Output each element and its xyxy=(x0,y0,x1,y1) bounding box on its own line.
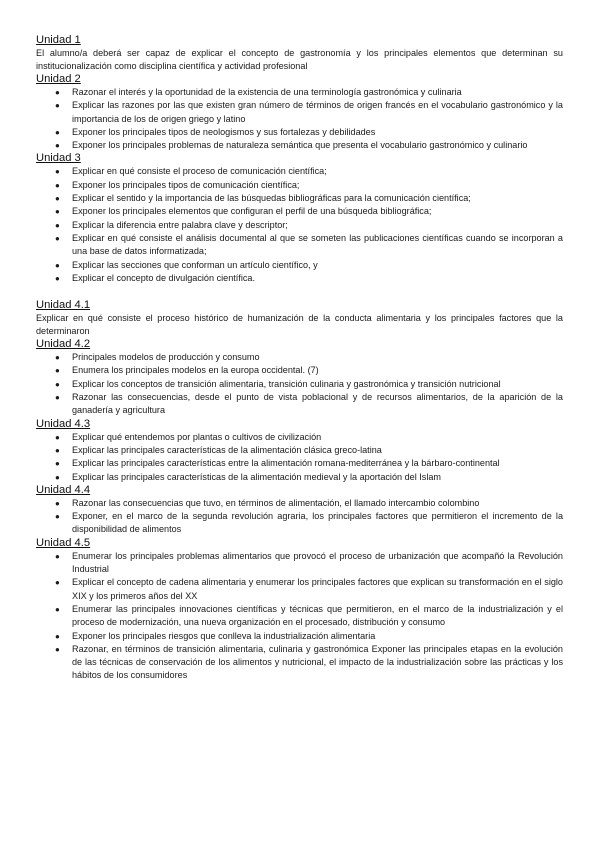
list-item-text: Explicar las principales características de la alimentación medieval y la aportación del Islam xyxy=(72,471,441,482)
objective-list xyxy=(36,550,563,683)
list-item xyxy=(36,497,563,510)
list-item-text: Razonar, en términos de transición alimentaria, culinaria y gastronómica Exponer las principales etapas en la evolución de las técnicas de conservación de los alimentos y nutricional, el impacto de la industrialización sobre las prácticas y los hábitos de los consumidores xyxy=(72,643,563,681)
objective-list xyxy=(36,86,563,152)
list-item xyxy=(36,431,563,444)
list-item-text: Explicar el sentido y la importancia de las búsquedas bibliográficas para la comunicación científica; xyxy=(72,193,471,204)
bullet-icon: ● xyxy=(55,445,60,455)
list-item xyxy=(36,139,563,152)
unit-heading: Unidad 4.3 xyxy=(36,417,91,430)
list-item-text: Explicar las principales características entre la alimentación romana-mediterránea y la bárbaro-continental xyxy=(72,458,500,469)
list-item-text: Razonar las consecuencias, desde el punto de vista poblacional y de recursos alimentarios, de la aparición de la ganadería y agricultura xyxy=(72,392,563,416)
bullet-icon: ● xyxy=(55,432,60,442)
bullet-icon: ● xyxy=(55,472,60,482)
bullet-icon: ● xyxy=(55,233,60,243)
bullet-icon: ● xyxy=(55,366,60,376)
list-item-text: Principales modelos de producción y consumo xyxy=(72,352,260,363)
unit-heading: Unidad 2 xyxy=(36,73,81,85)
bullet-icon: ● xyxy=(55,141,60,151)
list-item xyxy=(36,272,563,285)
list-item xyxy=(36,179,563,192)
bullet-icon: ● xyxy=(55,379,60,389)
unit-paragraph: Explicar en qué consiste el proceso histórico de humanización de la conducta alimentaria y los principales factores que la determinaron xyxy=(36,313,563,337)
list-item-text: Explicar la diferencia entre palabra clave y descriptor; xyxy=(72,219,288,230)
unit-heading: Unidad 4.2 xyxy=(36,338,91,351)
bullet-icon: ● xyxy=(55,101,60,111)
unit-heading: Unidad 4.1 xyxy=(36,299,91,312)
list-item-text: Exponer los principales tipos de neologismos y sus fortalezas y debilidades xyxy=(72,126,376,137)
list-item-text: Explicar las secciones que conforman un artículo científico, y xyxy=(72,259,318,270)
list-item xyxy=(36,351,563,364)
list-item xyxy=(36,444,563,457)
bullet-icon: ● xyxy=(55,512,60,522)
unit-paragraph: El alumno/a deberá ser capaz de explicar el concepto de gastronomía y los principales elementos que determinan su institucionalización como disciplina científica y actividad profesional xyxy=(36,48,563,71)
unit-section xyxy=(36,73,563,152)
bullet-icon: ● xyxy=(55,578,60,588)
list-item-text: Enumerar los principales problemas alimentarios que provocó el proceso de urbanización que acompañó la Revolución Industrial xyxy=(72,550,563,575)
list-item xyxy=(36,510,563,537)
list-item xyxy=(36,576,563,603)
unit-section xyxy=(36,484,563,537)
objective-list xyxy=(36,165,563,285)
bullet-icon: ● xyxy=(55,631,60,641)
bullet-icon: ● xyxy=(55,273,60,283)
list-item-text: Exponer, en el marco de la segunda revolución agraria, los principales factores que permitieron el incremento de la disponibilidad de alimentos xyxy=(72,511,563,535)
unit-section xyxy=(36,299,563,338)
list-item-text: Explicar las principales características de la alimentación clásica greco-latina xyxy=(72,444,382,455)
list-item-text: Razonar el interés y la oportunidad de la existencia de una terminología gastronómica y culinaria xyxy=(72,87,462,97)
bullet-icon: ● xyxy=(55,459,60,469)
bullet-icon: ● xyxy=(55,393,60,403)
bullet-icon: ● xyxy=(55,194,60,204)
bullet-icon: ● xyxy=(55,604,60,614)
unit-section xyxy=(36,338,563,417)
list-item xyxy=(36,219,563,232)
bullet-icon: ● xyxy=(55,498,60,508)
list-item-text: Exponer los principales elementos que configuran el perfil de una búsqueda bibliográfica; xyxy=(72,206,432,217)
list-item xyxy=(36,232,563,259)
list-item-text: Explicar el concepto de divulgación científica. xyxy=(72,272,255,283)
unit-section xyxy=(36,418,563,484)
list-item xyxy=(36,86,563,99)
list-item xyxy=(36,391,563,418)
list-item xyxy=(36,550,563,577)
list-item xyxy=(36,603,563,630)
list-item xyxy=(36,643,563,683)
bullet-icon: ● xyxy=(55,260,60,270)
list-item-text: Explicar los conceptos de transición alimentaria, transición culinaria y gastronómica y transición nutricional xyxy=(72,378,501,389)
list-item xyxy=(36,205,563,218)
bullet-icon: ● xyxy=(55,353,60,363)
list-item xyxy=(36,630,563,643)
objective-list xyxy=(36,497,563,537)
list-item-text: Explicar en qué consiste el análisis documental al que se someten las publicaciones científicas cuando se incorporan a una base de datos informatizada; xyxy=(72,232,563,257)
bullet-icon: ● xyxy=(55,644,60,654)
bullet-icon: ● xyxy=(55,88,60,97)
unit-heading: Unidad 3 xyxy=(36,152,81,165)
list-item-text: Razonar las consecuencias que tuvo, en términos de alimentación, el llamado intercambio colombino xyxy=(72,497,480,508)
list-item xyxy=(36,378,563,391)
list-item-text: Exponer los principales problemas de naturaleza semántica que presenta el vocabulario gastronómico y culinario xyxy=(72,140,528,151)
document-content xyxy=(36,34,563,683)
bullet-icon: ● xyxy=(55,167,60,177)
objective-list xyxy=(36,351,563,417)
bullet-icon: ● xyxy=(55,180,60,190)
list-item xyxy=(36,457,563,470)
list-item-text: Explicar en qué consiste el proceso de comunicación científica; xyxy=(72,166,327,177)
list-item xyxy=(36,165,563,178)
bullet-icon: ● xyxy=(55,207,60,217)
list-item xyxy=(36,364,563,377)
unit-section xyxy=(36,537,563,683)
list-item-text: Enumera los principales modelos en la europa occidental. (7) xyxy=(72,365,319,376)
bullet-icon: ● xyxy=(55,127,60,137)
bullet-icon: ● xyxy=(55,551,60,561)
list-item xyxy=(36,126,563,139)
unit-heading: Unidad 4.5 xyxy=(36,536,91,549)
unit-heading: Unidad 4.4 xyxy=(36,483,91,496)
list-item xyxy=(36,192,563,205)
unit-section xyxy=(36,152,563,285)
objective-list xyxy=(36,431,563,484)
list-item-text: Explicar las razones por las que existen gran número de términos de origen francés en el vocabulario gastronómico y la importancia de los de origen griego y latino xyxy=(72,100,563,124)
list-item-text: Explicar el concepto de cadena alimentaria y enumerar los principales factores que explican su transformación en el siglo XIX y los primeros años del XX xyxy=(72,577,563,601)
list-item xyxy=(36,471,563,484)
list-item-text: Exponer los principales riesgos que conlleva la industrialización alimentaria xyxy=(72,630,376,641)
list-item-text: Explicar qué entendemos por plantas o cultivos de civilización xyxy=(72,431,322,442)
list-item-text: Enumerar las principales innovaciones científicas y técnicas que permitieron, en el marco de la industrialización y el proceso de modernización, una nueva organización en el procesado, distribución y consumo xyxy=(72,603,563,628)
unit-section xyxy=(36,34,563,73)
bullet-icon: ● xyxy=(55,220,60,230)
list-item xyxy=(36,99,563,126)
list-item xyxy=(36,259,563,272)
list-item-text: Exponer los principales tipos de comunicación científica; xyxy=(72,179,300,190)
unit-heading: Unidad 1 xyxy=(36,34,81,46)
